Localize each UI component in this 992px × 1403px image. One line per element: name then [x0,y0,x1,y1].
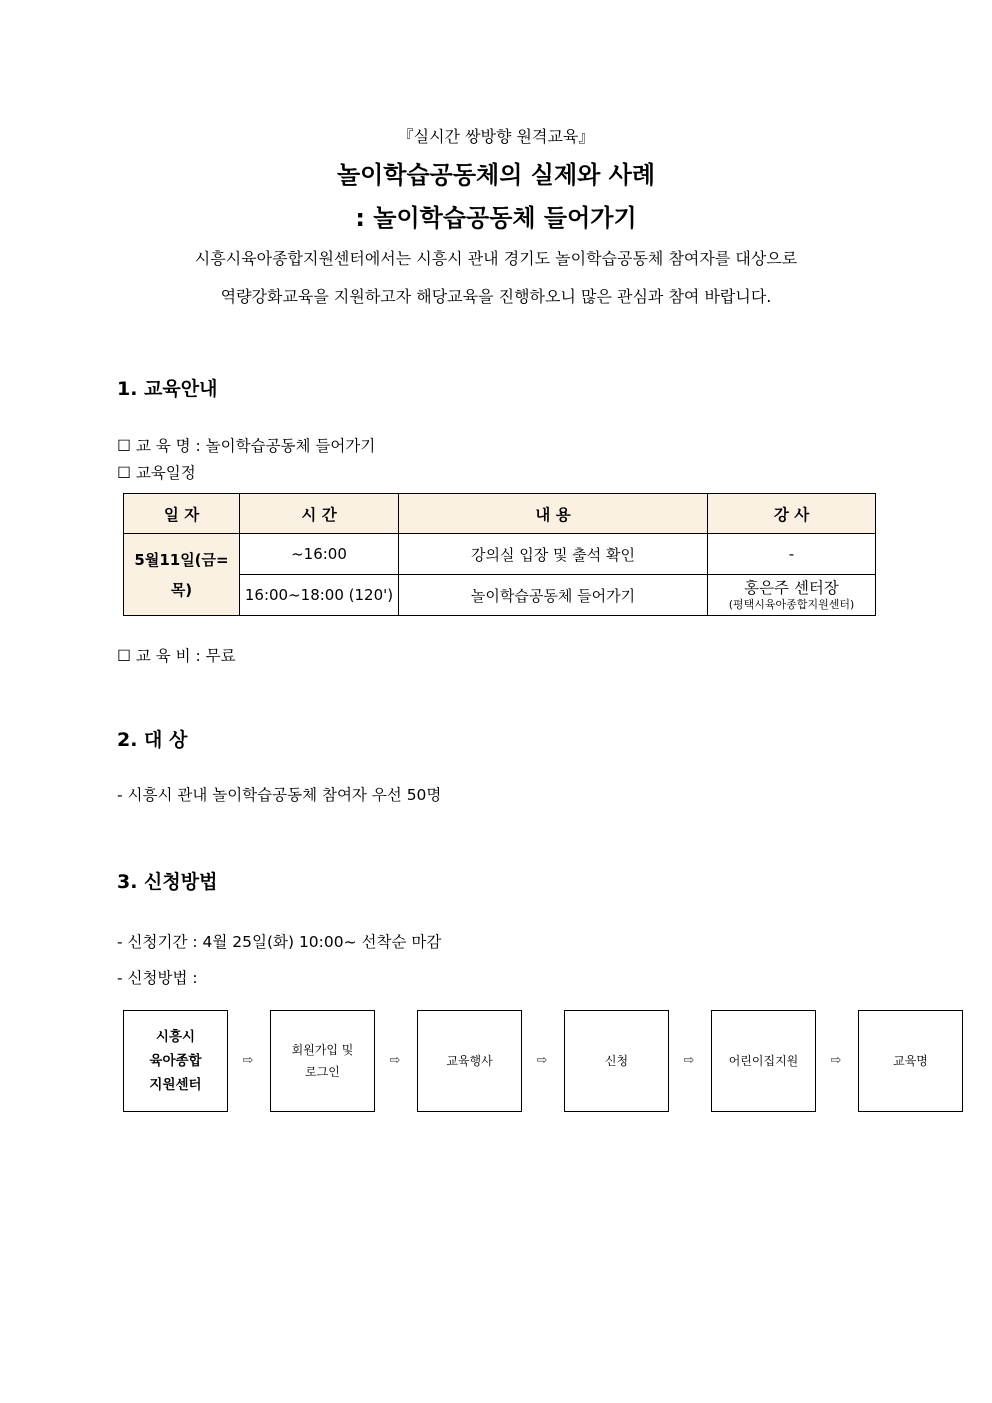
flow-step [270,1010,375,1112]
flow-step-label: 교육명 [893,1054,928,1068]
flow-step-label: 신청 [604,1054,629,1068]
time-cell: ~16:00 [240,534,399,575]
application-method-line: - 신청방법 : [117,969,198,987]
table-row [124,534,876,575]
instructor-cell [708,575,876,616]
date-cell [124,534,240,616]
time-cell: 16:00~18:00 (120') [240,575,399,616]
instructor-name: 홍은주 센터장 [744,578,839,597]
flow-step-label: 교육행사 [446,1054,493,1068]
arrow-right-icon: ⇨ [830,1053,842,1068]
page-subtitle: : 놀이학습공동체 들어가기 [355,204,637,232]
page-title: 놀이학습공동체의 실제와 사례 [336,161,656,189]
header-time: 시 간 [240,494,399,534]
table-header-row [124,494,876,534]
intro-text-line-1: 시흥시육아종합지원센터에서는 시흥시 관내 경기도 놀이학습공동체 참여자를 대상으로 [194,249,798,268]
schedule-label: ☐ 교육일정 [117,464,196,482]
application-period-line: - 신청기간 : 4월 25일(화) 10:00~ 선착순 마감 [117,933,442,951]
instructor-cell: - [708,534,876,575]
flow-step [123,1010,228,1112]
header-content: 내 용 [399,494,708,534]
arrow-right-icon: ⇨ [242,1053,254,1068]
flow-step [711,1010,816,1112]
schedule-table [123,493,876,616]
course-name-line: ☐ 교 육 명 : 놀이학습공동체 들어가기 [117,437,376,455]
header-instructor: 강 사 [708,494,876,534]
flow-step-label: 회원가입 및 로그인 [291,1043,354,1079]
flow-step [858,1010,963,1112]
header-date: 일 자 [124,494,240,534]
flow-step-label: 어린이집지원 [728,1054,799,1068]
fee-line: ☐ 교 육 비 : 무료 [117,647,236,665]
flow-step-label: 시흥시 육아종합 지원센터 [149,1029,202,1093]
intro-text-line-2: 역량강화교육을 지원하고자 해당교육을 진행하오니 많은 관심과 참여 바랍니다. [220,287,772,306]
section-heading-application: 3. 신청방법 [117,871,218,893]
content-cell: 강의실 입장 및 출석 확인 [399,534,708,575]
instructor-org: (평택시육아종합지원센터) [728,597,855,611]
date-text: 5월11일(금=목) [134,550,229,599]
arrow-right-icon: ⇨ [536,1053,548,1068]
content-cell: 놀이학습공동체 들어가기 [399,575,708,616]
section-heading-target: 2. 대 상 [117,729,188,751]
target-line: - 시흥시 관내 놀이학습공동체 참여자 우선 50명 [117,786,442,804]
section-heading-education-info: 1. 교육안내 [117,378,218,400]
subtitle: 『실시간 쌍방향 원격교육』 [397,127,595,146]
arrow-right-icon: ⇨ [683,1053,695,1068]
arrow-right-icon: ⇨ [389,1053,401,1068]
flow-step [417,1010,522,1112]
flow-step [564,1010,669,1112]
